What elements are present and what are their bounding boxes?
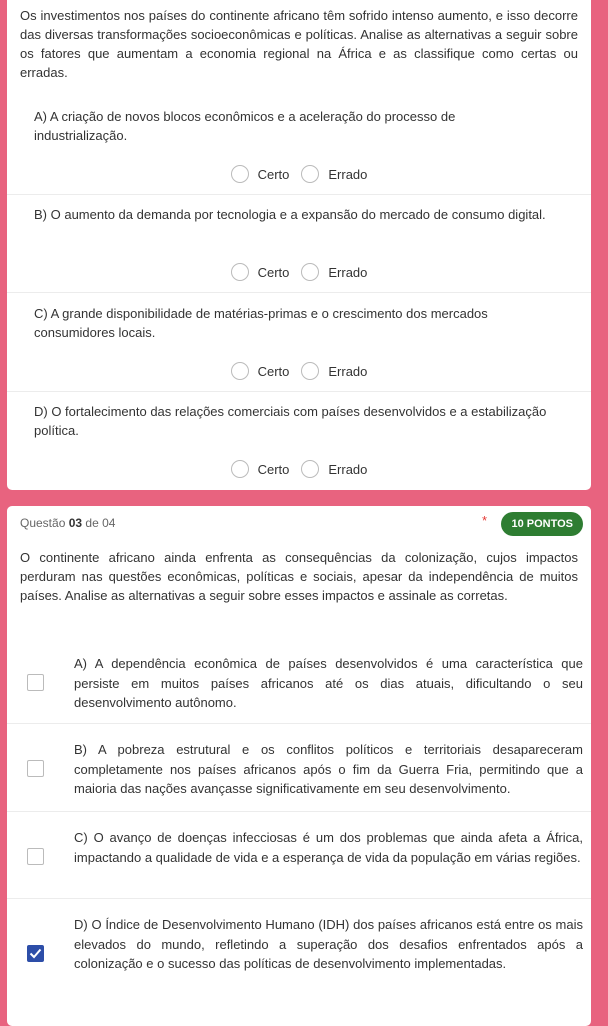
divider <box>7 898 591 899</box>
radio-button[interactable] <box>231 263 249 281</box>
points-badge: 10 PONTOS <box>501 512 583 536</box>
option-label: Certo <box>257 363 290 379</box>
option-label: Errado <box>328 166 368 182</box>
option-label: Errado <box>328 264 368 280</box>
statement-b-certo-option[interactable] <box>231 263 290 281</box>
radio-button[interactable] <box>301 362 319 380</box>
statement-b-options <box>7 261 591 283</box>
alternative-b-text: B) A pobreza estrutural e os conflitos políticos e territoriais desapareceram completamente nos países africanos após o fim da Guerra Fria, permitindo que a maioria das nações avançasse significativamente em seu desenvolvimento. <box>74 742 583 796</box>
divider <box>7 391 591 392</box>
statement-b-errado-option[interactable] <box>301 263 367 281</box>
statement-a-errado-option[interactable] <box>301 165 367 183</box>
option-label: Errado <box>328 363 368 379</box>
radio-button[interactable] <box>231 362 249 380</box>
radio-button[interactable] <box>301 165 319 183</box>
alternative-a-text: A) A dependência econômica de países desenvolvidos é uma característica que persiste em muitos países africanos até os dias atuais, dificultando o seu desenvolvimento autônomo. <box>74 656 583 710</box>
option-label: Errado <box>328 461 368 477</box>
question-number: 03 <box>68 516 83 530</box>
checkbox[interactable] <box>27 760 44 777</box>
checkbox[interactable] <box>27 674 44 691</box>
option-label: Certo <box>257 166 290 182</box>
option-label: Certo <box>257 461 290 477</box>
checkbox[interactable] <box>27 848 44 865</box>
statement-d: D) O fortalecimento das relações comerciais com países desenvolvidos e a estabilização política. <box>34 404 547 438</box>
radio-button[interactable] <box>231 460 249 478</box>
statement-b: B) O aumento da demanda por tecnologia e a expansão do mercado de consumo digital. <box>34 207 546 222</box>
option-label: Certo <box>257 264 290 280</box>
required-marker: * <box>481 513 487 528</box>
question-3-card <box>7 506 591 1026</box>
statement-c-certo-option[interactable] <box>231 362 290 380</box>
divider <box>7 194 591 195</box>
check-icon <box>27 945 44 962</box>
statement-a-certo-option[interactable] <box>231 165 290 183</box>
statement-c: C) A grande disponibilidade de matérias-primas e o crescimento dos mercados consumidores locais. <box>34 306 488 340</box>
alternative-c-text: C) O avanço de doenças infecciosas é um dos problemas que ainda afeta a África, impactando a qualidade de vida e a esperança de vida da população em várias regiões. <box>74 830 583 865</box>
question-number-label: Questão 03 de 04 <box>20 516 116 530</box>
question-3-prompt: O continente africano ainda enfrenta as consequências da colonização, cujos impactos perduram nas questões econômicas, políticas e sociais, apesar da independência de muitos países. Analise as alternativas a seguir sobre esses impactos e assinale as corretas. <box>20 550 578 603</box>
statement-d-options <box>7 458 591 480</box>
checkbox[interactable] <box>27 945 44 962</box>
statement-a-options <box>7 163 591 185</box>
divider <box>7 723 591 724</box>
question-2-prompt: Os investimentos nos países do continente africano têm sofrido intenso aumento, e isso decorre das diversas transformações socioeconômicas e políticas. Analise as alternativas a seguir sobre os fatores que aumentam a economia regional na África e as classifique como certas ou erradas. <box>20 8 578 80</box>
statement-d-certo-option[interactable] <box>231 460 290 478</box>
statement-c-options <box>7 360 591 382</box>
statement-c-errado-option[interactable] <box>301 362 367 380</box>
radio-button[interactable] <box>301 263 319 281</box>
radio-button[interactable] <box>301 460 319 478</box>
statement-d-errado-option[interactable] <box>301 460 367 478</box>
divider <box>7 811 591 812</box>
question-header <box>20 512 583 536</box>
statement-a: A) A criação de novos blocos econômicos e a aceleração do processo de industrialização. <box>34 109 456 143</box>
question-2-card <box>7 0 591 490</box>
radio-button[interactable] <box>231 165 249 183</box>
divider <box>7 292 591 293</box>
alternative-d-text: D) O Índice de Desenvolvimento Humano (IDH) dos países africanos está entre os mais elevados do mundo, refletindo a superação dos desafios enfrentados após a colonização e o sucesso das políticas de desenvolvimento implementadas. <box>74 917 583 971</box>
